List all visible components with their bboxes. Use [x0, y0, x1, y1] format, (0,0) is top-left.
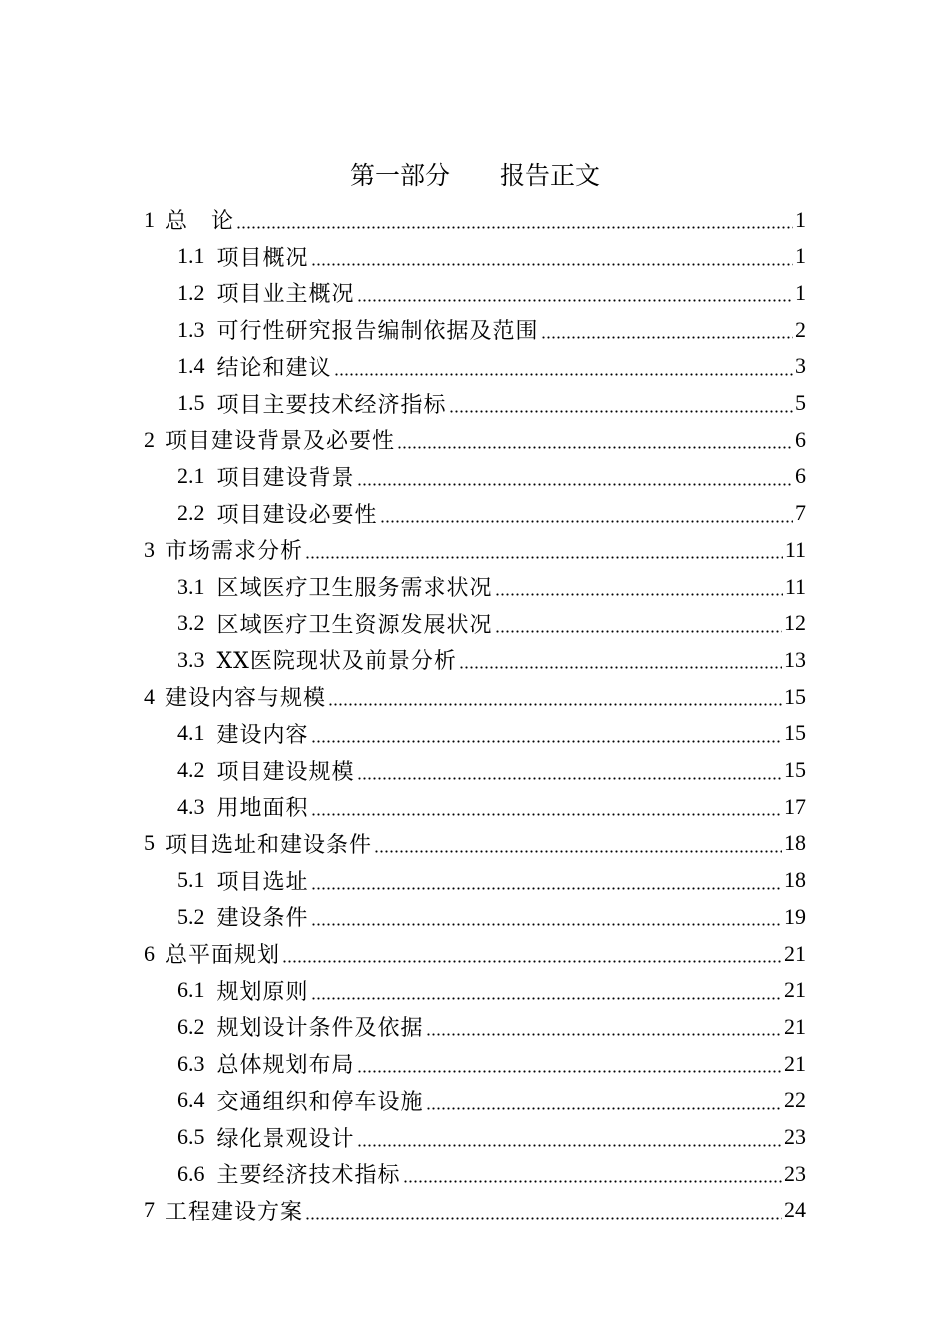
toc-dot-leader: [305, 1217, 782, 1220]
toc-chapter-entry[interactable]: [144, 825, 806, 862]
toc-entry-number: 1.3: [177, 316, 205, 342]
toc-page-number: 2: [795, 316, 806, 342]
toc-entry-title: 市场需求分析: [165, 539, 304, 565]
toc-entry-number: 2: [144, 426, 155, 452]
toc-section-entry[interactable]: [177, 274, 806, 311]
toc-entry-title: 项目建设背景及必要性: [165, 429, 396, 455]
toc-dot-leader: [311, 740, 782, 743]
toc-entry-title: 主要经济技术指标: [216, 1163, 401, 1189]
toc-dot-leader: [311, 923, 782, 926]
toc-entry-number: 4.3: [177, 793, 205, 819]
page-title: 第一部分 报告正文: [349, 161, 600, 190]
toc-entry-title: 项目建设规模: [216, 759, 355, 785]
toc-entry-number: 4: [144, 683, 155, 709]
toc-entry-title: 可行性研究报告编制依据及范围: [216, 319, 539, 345]
toc-section-entry[interactable]: [177, 1082, 806, 1119]
toc-section-entry[interactable]: [177, 715, 806, 752]
toc-page-number: 21: [784, 1050, 806, 1076]
toc-entry-number: 1.1: [177, 243, 205, 269]
toc-entry-title: 总 论: [165, 209, 235, 234]
toc-entry-number: 6.2: [177, 1013, 205, 1039]
toc-page-number: 6: [795, 426, 806, 452]
toc-section-entry[interactable]: [177, 458, 806, 495]
toc-chapter-entry[interactable]: [144, 201, 806, 238]
toc-entry-number: 3: [144, 536, 155, 562]
toc-entry-number: 4.1: [177, 720, 205, 746]
toc-section-entry[interactable]: [177, 752, 806, 789]
toc-entry-number: 7: [144, 1197, 155, 1223]
toc-page-number: 23: [784, 1160, 806, 1186]
toc-dot-leader: [334, 373, 793, 376]
toc-entry-number: 6.4: [177, 1087, 205, 1113]
toc-entry-title: 结论和建议: [216, 355, 332, 381]
toc-section-entry[interactable]: [177, 605, 806, 642]
toc-page-number: 21: [784, 1013, 806, 1039]
toc-dot-leader: [397, 446, 793, 449]
toc-entry-number: 5: [144, 830, 155, 856]
toc-entry-number: 1.2: [177, 279, 205, 305]
toc-page-number: 17: [784, 793, 806, 819]
toc-entry-title: 绿化景观设计: [216, 1126, 355, 1152]
toc-chapter-entry[interactable]: [144, 678, 806, 715]
toc-entry-title: 项目建设必要性: [216, 502, 378, 528]
toc-dot-leader: [495, 593, 783, 596]
toc-page-number: 13: [784, 646, 806, 672]
toc-dot-leader: [305, 556, 783, 559]
toc-entry-number: 1: [144, 206, 155, 232]
toc-entry-number: 5.1: [177, 867, 205, 893]
toc-page-number: 1: [795, 279, 806, 305]
toc-entry-number: 6.6: [177, 1160, 205, 1186]
toc-dot-leader: [357, 777, 782, 780]
toc-page-number: 23: [784, 1124, 806, 1149]
toc-entry-number: 2.2: [177, 500, 205, 526]
toc-section-entry[interactable]: [177, 311, 806, 348]
toc-entry-number: 6.1: [177, 977, 205, 1003]
toc-page-number: 21: [784, 940, 806, 966]
toc-page-number: 7: [795, 500, 806, 526]
toc-chapter-entry[interactable]: [144, 935, 806, 972]
toc-entry-title: 规划原则: [216, 979, 309, 1005]
toc-page-number: 21: [784, 977, 806, 1003]
toc-entry-title: 交通组织和停车设施: [216, 1089, 424, 1115]
toc-dot-leader: [357, 1144, 782, 1147]
toc-dot-leader: [459, 666, 782, 669]
toc-entry-number: 6.3: [177, 1050, 205, 1076]
toc-dot-leader: [495, 630, 782, 633]
toc-section-entry[interactable]: [177, 1045, 806, 1082]
toc-dot-leader: [311, 997, 782, 1000]
toc-page-number: 3: [795, 353, 806, 379]
toc-entry-number: 6: [144, 940, 155, 966]
toc-chapter-entry[interactable]: [144, 421, 806, 458]
toc-entry-title: 总体规划布局: [216, 1053, 355, 1079]
toc-entry-number: 3.2: [177, 610, 205, 636]
toc-entry-title: XX医院现状及前景分析: [216, 649, 457, 675]
toc-entry-title: 项目建设背景: [216, 465, 355, 491]
toc-entry-title: 区域医疗卫生服务需求状况: [216, 576, 493, 601]
toc-section-entry[interactable]: [177, 1155, 806, 1192]
toc-page-number: 1: [795, 243, 806, 269]
toc-section-entry[interactable]: [177, 238, 806, 275]
toc-page-number: 18: [784, 830, 806, 856]
toc-entry-title: 建设内容: [216, 722, 309, 748]
toc-page-number: 1: [795, 206, 806, 232]
toc-entry-title: 工程建设方案: [165, 1199, 304, 1225]
toc-dot-leader: [426, 1033, 782, 1036]
toc-dot-leader: [282, 960, 782, 963]
toc-page-number: 18: [784, 867, 806, 893]
toc-entry-number: 1.5: [177, 390, 205, 415]
toc-entry-title: 项目选址和建设条件: [165, 832, 373, 858]
toc-section-entry[interactable]: [177, 385, 806, 422]
toc-entry-number: 6.5: [177, 1124, 205, 1149]
toc-chapter-entry[interactable]: [144, 1192, 806, 1229]
toc-chapter-entry[interactable]: [144, 531, 806, 568]
toc-section-entry[interactable]: [177, 972, 806, 1009]
toc-entry-number: 2.1: [177, 463, 205, 489]
toc-page-number: 15: [784, 683, 806, 709]
toc-page-number: 5: [795, 390, 806, 415]
toc-section-entry[interactable]: [177, 862, 806, 899]
toc-section-entry[interactable]: [177, 898, 806, 935]
toc-entry-title: 总平面规划: [165, 943, 281, 968]
toc-section-entry[interactable]: [177, 568, 806, 605]
toc-entry-title: 项目选址: [216, 869, 309, 895]
toc-section-entry[interactable]: [177, 788, 806, 825]
toc-dot-leader: [357, 1070, 782, 1073]
toc-dot-leader: [380, 520, 793, 523]
toc-entry-title: 项目主要技术经济指标: [216, 392, 447, 418]
toc-page-number: 24: [784, 1197, 806, 1223]
toc-entry-number: 3.3: [177, 646, 205, 672]
toc-dot-leader: [403, 1180, 782, 1183]
toc-entry-title: 建设条件: [216, 906, 309, 932]
toc-entry-title: 建设内容与规模: [165, 686, 327, 712]
toc-dot-leader: [541, 336, 793, 339]
toc-dot-leader: [357, 483, 793, 486]
toc-section-entry[interactable]: [177, 641, 806, 678]
toc-entry-number: 3.1: [177, 573, 205, 599]
toc-entry-number: 1.4: [177, 353, 205, 379]
toc-dot-leader: [449, 410, 793, 413]
toc-section-entry[interactable]: [177, 348, 806, 385]
toc-page-number: 15: [784, 720, 806, 746]
toc-dot-leader: [328, 703, 782, 706]
toc-entry-title: 项目业主概况: [216, 282, 355, 308]
toc-page-number: 19: [784, 903, 806, 929]
toc-entry-title: 项目概况: [216, 245, 309, 271]
toc-dot-leader: [311, 263, 793, 266]
toc-dot-leader: [311, 813, 782, 816]
toc-dot-leader: [236, 226, 793, 229]
toc-page-number: 12: [784, 610, 806, 636]
toc-entry-title: 规划设计条件及依据: [216, 1016, 424, 1042]
toc-dot-leader: [426, 1107, 782, 1110]
toc-entry-title: 区域医疗卫生资源发展状况: [216, 612, 493, 638]
toc-section-entry[interactable]: [177, 1119, 806, 1156]
toc-page-number: 22: [784, 1087, 806, 1113]
toc-page-number: 11: [784, 536, 806, 562]
toc-dot-leader: [311, 887, 782, 890]
toc-page-number: 15: [784, 757, 806, 782]
toc-entry-number: 5.2: [177, 903, 205, 929]
toc-section-entry[interactable]: [177, 495, 806, 532]
toc-dot-leader: [357, 299, 793, 302]
toc-entry-title: 用地面积: [216, 796, 309, 822]
toc-dot-leader: [374, 850, 782, 853]
toc-page-number: 6: [795, 463, 806, 489]
toc-section-entry[interactable]: [177, 1008, 806, 1045]
toc-page-number: 11: [784, 573, 806, 599]
toc-entry-number: 4.2: [177, 757, 205, 782]
